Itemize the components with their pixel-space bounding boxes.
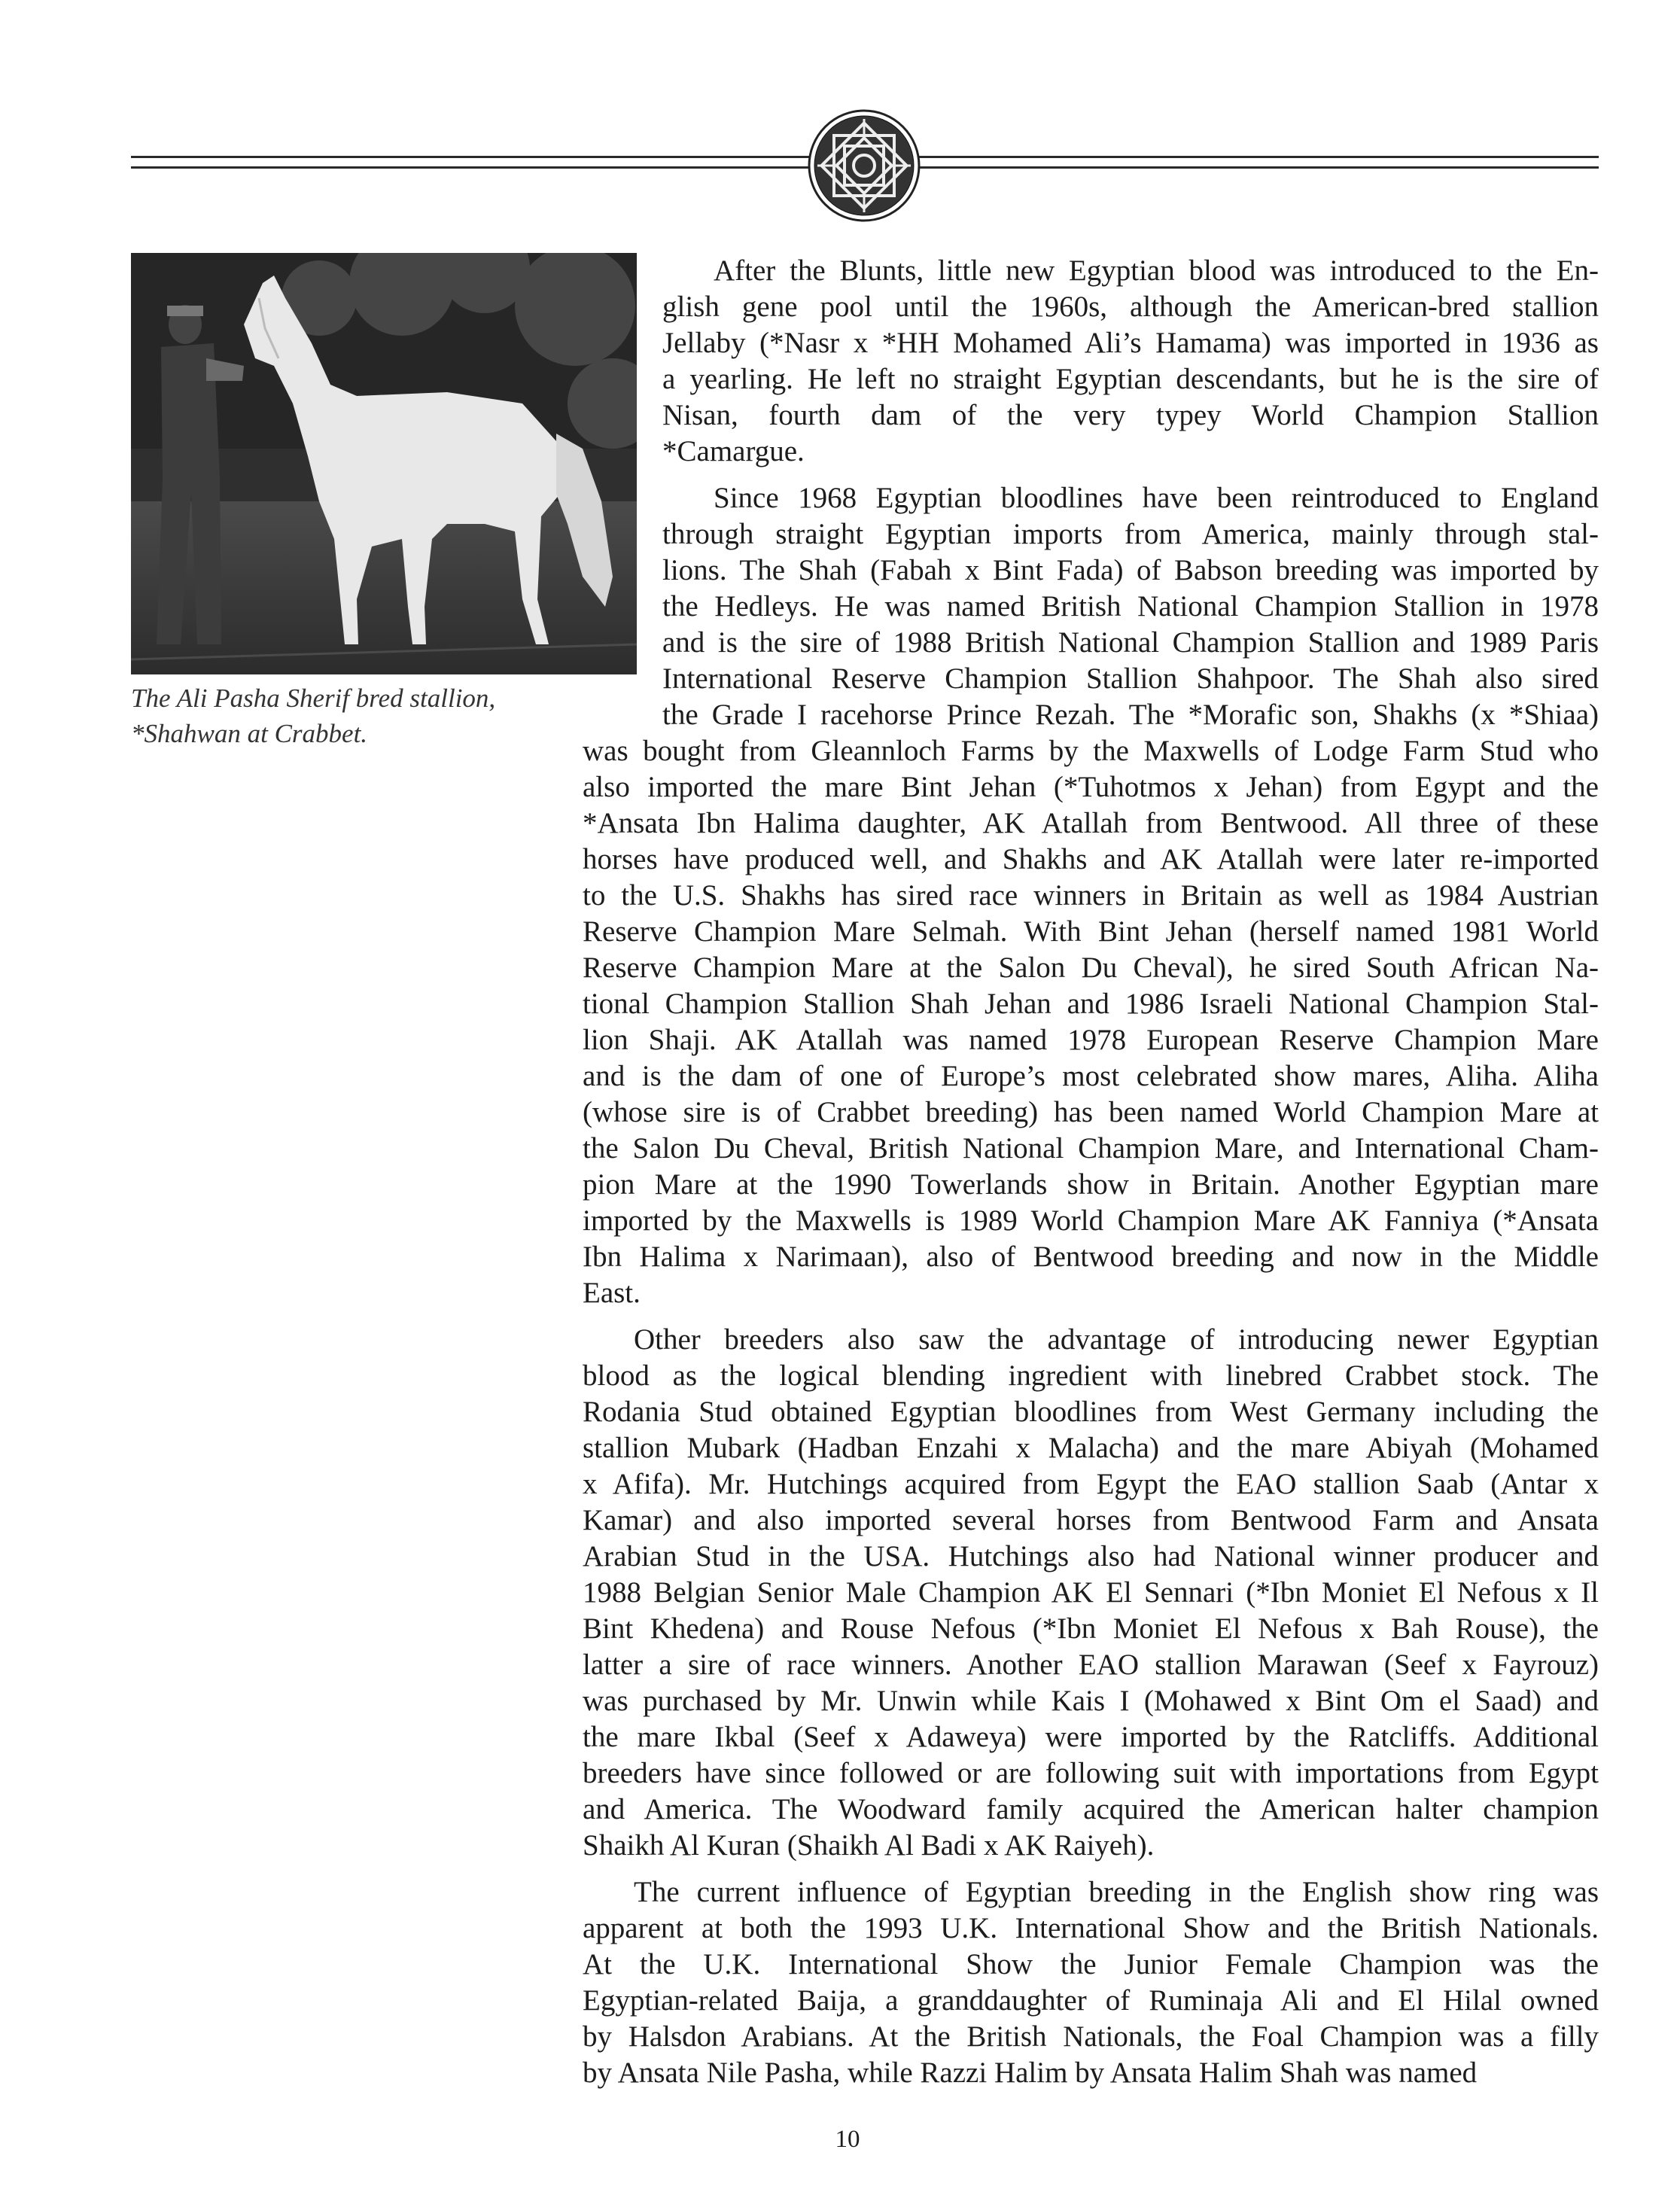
text-line: Jellaby (*Nasr x *HH Mohamed Ali’s Hamama) was imported in 1936 as — [662, 327, 1599, 359]
horse-photo — [131, 253, 637, 674]
text-line: Since 1968 Egyptian bloodlines have been reintroduced to England — [714, 482, 1599, 514]
text-line: Nisan, fourth dam of the very typey World Champion Stallion — [662, 399, 1599, 431]
text-line: The current influence of Egyptian breeding in the English show ring was — [634, 1876, 1599, 1908]
text-line: Ibn Halima x Narimaan), also of Bentwood breeding and now in the Middle — [583, 1241, 1599, 1273]
text-line: (whose sire is of Crabbet breeding) has been named World Champion Mare at — [583, 1096, 1599, 1128]
text-line: and is the sire of 1988 British National Champion Stallion and 1989 Paris — [662, 626, 1599, 659]
text-line: x Afifa). Mr. Hutchings acquired from Egypt the EAO stallion Saab (Antar x — [583, 1468, 1599, 1500]
text-line: and is the dam of one of Europe’s most celebrated show mares, Aliha. Aliha — [583, 1060, 1599, 1092]
page-number: 10 — [835, 2126, 860, 2153]
text-line: the Hedleys. He was named British National Champion Stallion in 1978 — [662, 590, 1599, 623]
text-line: Arabian Stud in the USA. Hutchings also had National winner producer and — [583, 1540, 1599, 1573]
text-line: *Camargue. — [662, 435, 805, 467]
text-line: stallion Mubark (Hadban Enzahi x Malacha) and the mare Abiyah (Mohamed — [583, 1432, 1599, 1464]
text-line: blood as the logical blending ingredient with linebred Crabbet stock. The — [583, 1359, 1599, 1392]
text-line: also imported the mare Bint Jehan (*Tuhotmos x Jehan) from Egypt and the — [583, 771, 1599, 803]
caption-line: The Ali Pasha Sherif bred stallion, — [131, 684, 496, 713]
text-line: At the U.K. International Show the Junior Female Champion was the — [583, 1948, 1599, 1980]
text-line: the Salon Du Cheval, British National Champion Mare, and International Cham- — [583, 1132, 1599, 1165]
geometric-knot-emblem-icon — [807, 108, 921, 223]
caption-line: *Shahwan at Crabbet. — [131, 719, 368, 748]
text-line: glish gene pool until the 1960s, although the American-bred stallion — [662, 291, 1599, 323]
text-line: through straight Egyptian imports from America, mainly through stal- — [662, 518, 1599, 550]
text-line: imported by the Maxwells is 1989 World Champion Mare AK Fanniya (*Ansata — [583, 1204, 1599, 1237]
text-line: was bought from Gleannloch Farms by the Maxwells of Lodge Farm Stud who — [583, 735, 1599, 767]
photo-caption — [131, 680, 552, 751]
text-line: Shaikh Al Kuran (Shaikh Al Badi x AK Raiyeh). — [583, 1829, 1155, 1862]
text-line: was purchased by Mr. Unwin while Kais I (Mohawed x Bint Om el Saad) and — [583, 1685, 1599, 1717]
text-line: the Grade I racehorse Prince Rezah. The *Morafic son, Shakhs (x *Shiaa) — [662, 699, 1599, 731]
text-line: latter a sire of race winners. Another EAO stallion Marawan (Seef x Fayrouz) — [583, 1649, 1599, 1681]
text-line: apparent at both the 1993 U.K. International Show and the British Nationals. — [583, 1912, 1599, 1944]
text-line: Reserve Champion Mare Selmah. With Bint Jehan (herself named 1981 World — [583, 915, 1599, 948]
text-line: East. — [583, 1277, 641, 1309]
text-line: to the U.S. Shakhs has sired race winners in Britain as well as 1984 Austrian — [583, 879, 1599, 912]
text-line: Reserve Champion Mare at the Salon Du Cheval), he sired South African Na- — [583, 951, 1599, 984]
text-line: Other breeders also saw the advantage of introducing newer Egyptian — [634, 1323, 1599, 1356]
text-line: pion Mare at the 1990 Towerlands show in Britain. Another Egyptian mare — [583, 1168, 1599, 1201]
text-line: and America. The Woodward family acquired the American halter champion — [583, 1793, 1599, 1825]
text-line: breeders have since followed or are following suit with importations from Egypt — [583, 1757, 1599, 1789]
text-line: by Ansata Nile Pasha, while Razzi Halim by Ansata Halim Shah was named — [583, 2057, 1478, 2089]
text-line: lions. The Shah (Fabah x Bint Fada) of Babson breeding was imported by — [662, 554, 1599, 586]
text-line: Rodania Stud obtained Egyptian bloodlines from West Germany including the — [583, 1396, 1599, 1428]
text-line: 1988 Belgian Senior Male Champion AK El Sennari (*Ibn Moniet El Nefous x Il — [583, 1576, 1599, 1609]
text-line: After the Blunts, little new Egyptian blood was introduced to the En- — [714, 254, 1599, 287]
text-line: *Ansata Ibn Halima daughter, AK Atallah from Bentwood. All three of these — [583, 807, 1599, 839]
text-line: lion Shaji. AK Atallah was named 1978 European Reserve Champion Mare — [583, 1024, 1599, 1056]
text-line: a yearling. He left no straight Egyptian descendants, but he is the sire of — [662, 363, 1599, 395]
text-line: Kamar) and also imported several horses from Bentwood Farm and Ansata — [583, 1504, 1599, 1536]
text-line: International Reserve Champion Stallion Shahpoor. The Shah also sired — [662, 662, 1599, 695]
text-line: by Halsdon Arabians. At the British Nationals, the Foal Champion was a filly — [583, 2020, 1599, 2053]
text-line: tional Champion Stallion Shah Jehan and 1986 Israeli National Champion Stal- — [583, 988, 1599, 1020]
text-line: horses have produced well, and Shakhs and AK Atallah were later re-imported — [583, 843, 1599, 875]
text-line: the mare Ikbal (Seef x Adaweya) were imported by the Ratcliffs. Additional — [583, 1721, 1599, 1753]
text-line: Egyptian-related Baija, a granddaughter of Ruminaja Ali and El Hilal owned — [583, 1984, 1599, 2017]
text-line: Bint Khedena) and Rouse Nefous (*Ibn Moniet El Nefous x Bah Rouse), the — [583, 1612, 1599, 1645]
